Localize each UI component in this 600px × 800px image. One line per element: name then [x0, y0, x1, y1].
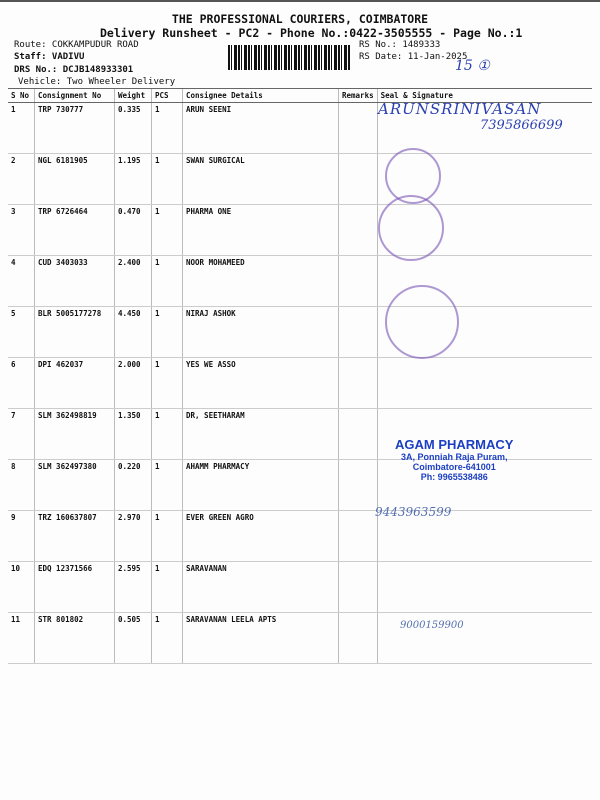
cell-consignee: NIRAJ ASHOK: [183, 307, 339, 358]
handwritten-note: 15 ①: [455, 58, 490, 74]
cell-remarks: [339, 511, 378, 562]
cell-consignment-no: EDQ 12371566: [35, 562, 115, 613]
cell-pcs: 1: [152, 562, 183, 613]
cell-consignee: PHARMA ONE: [183, 205, 339, 256]
cell-pcs: 1: [152, 511, 183, 562]
runsheet-table: [8, 88, 592, 664]
cell-sno: 5: [8, 307, 35, 358]
col-pcs: PCS: [152, 89, 183, 103]
cell-sno: 2: [8, 154, 35, 205]
cell-sno: 7: [8, 409, 35, 460]
table-row: [8, 613, 592, 664]
seal-stamp-3: [378, 195, 444, 261]
table-row: [8, 511, 592, 562]
cell-consignment-no: TRZ 160637807: [35, 511, 115, 562]
cell-sno: 4: [8, 256, 35, 307]
cell-pcs: 1: [152, 256, 183, 307]
signature-11: 9000159900: [400, 620, 464, 631]
col-consignee: Consignee Details: [183, 89, 339, 103]
cell-consignee: SARAVANAN LEELA APTS: [183, 613, 339, 664]
cell-weight: 4.450: [115, 307, 152, 358]
cell-remarks: [339, 103, 378, 154]
signature-9: 9443963599: [375, 505, 452, 519]
rs-date: RS Date: 11-Jan-2025: [359, 52, 468, 62]
col-weight: Weight: [115, 89, 152, 103]
table-row: [8, 562, 592, 613]
stamp-address-2: Coimbatore-641001: [412, 462, 496, 472]
rs-no: RS No.: 1489333: [359, 40, 441, 50]
cell-weight: 2.970: [115, 511, 152, 562]
stamp-address-1: 3A, Ponniah Raja Puram,: [400, 452, 508, 462]
cell-consignment-no: BLR 5005177278: [35, 307, 115, 358]
cell-weight: 1.350: [115, 409, 152, 460]
cell-consignee: NOOR MOHAMEED: [183, 256, 339, 307]
stamp-phone: Ph: 9965538486: [420, 472, 488, 482]
cell-sno: 8: [8, 460, 35, 511]
cell-remarks: [339, 358, 378, 409]
cell-remarks: [339, 154, 378, 205]
cell-consignment-no: TRP 6726464: [35, 205, 115, 256]
cell-weight: 2.400: [115, 256, 152, 307]
cell-consignment-no: STR 801802: [35, 613, 115, 664]
cell-consignment-no: CUD 3403033: [35, 256, 115, 307]
cell-weight: 1.195: [115, 154, 152, 205]
cell-remarks: [339, 460, 378, 511]
col-seal: Seal & Signature: [377, 89, 592, 103]
cell-seal-signature: [377, 562, 592, 613]
table-row: [8, 154, 592, 205]
barcode: [228, 45, 350, 70]
cell-remarks: [339, 256, 378, 307]
seal-stamp-5: [385, 285, 459, 359]
cell-remarks: [339, 613, 378, 664]
cell-consignment-no: TRP 730777: [35, 103, 115, 154]
route: Route: COKKAMPUDUR ROAD: [14, 40, 139, 50]
col-sno: S No: [8, 89, 35, 103]
cell-pcs: 1: [152, 205, 183, 256]
cell-weight: 2.000: [115, 358, 152, 409]
cell-pcs: 1: [152, 307, 183, 358]
cell-remarks: [339, 409, 378, 460]
table-row: [8, 358, 592, 409]
cell-pcs: 1: [152, 613, 183, 664]
cell-consignment-no: DPI 462037: [35, 358, 115, 409]
cell-sno: 1: [8, 103, 35, 154]
table-row: [8, 307, 592, 358]
cell-consignment-no: NGL 6181905: [35, 154, 115, 205]
cell-consignee: DR, SEETHARAM: [183, 409, 339, 460]
signature-1-name: ARUNSRINIVASAN: [378, 100, 542, 118]
cell-consignment-no: SLM 362497380: [35, 460, 115, 511]
stamp-name: AGAM PHARMACY: [395, 437, 514, 452]
cell-pcs: 1: [152, 358, 183, 409]
cell-pcs: 1: [152, 460, 183, 511]
cell-consignee: EVER GREEN AGRO: [183, 511, 339, 562]
drs-no: DRS No.: DCJB148933301: [14, 65, 134, 75]
cell-pcs: 1: [152, 154, 183, 205]
cell-sno: 3: [8, 205, 35, 256]
cell-consignee: AHAMM PHARMACY: [183, 460, 339, 511]
table-row: [8, 205, 592, 256]
cell-weight: 2.595: [115, 562, 152, 613]
cell-remarks: [339, 307, 378, 358]
col-remarks: Remarks: [339, 89, 378, 103]
agam-pharmacy-stamp: [395, 437, 513, 482]
col-consignment: Consignment No: [35, 89, 115, 103]
cell-remarks: [339, 205, 378, 256]
cell-consignee: SWAN SURGICAL: [183, 154, 339, 205]
cell-seal-signature: [377, 358, 592, 409]
cell-consignee: ARUN SEENI: [183, 103, 339, 154]
cell-weight: 0.470: [115, 205, 152, 256]
company-title: THE PROFESSIONAL COURIERS, COIMBATORE: [171, 12, 429, 26]
cell-sno: 6: [8, 358, 35, 409]
vehicle: Vehicle: Two Wheeler Delivery: [18, 77, 176, 87]
cell-sno: 10: [8, 562, 35, 613]
cell-consignee: YES WE ASSO: [183, 358, 339, 409]
cell-sno: 9: [8, 511, 35, 562]
cell-weight: 0.335: [115, 103, 152, 154]
runsheet-subtitle: Delivery Runsheet - PC2 - Phone No.:0422-3505555 - Page No.:1: [100, 26, 523, 40]
signature-1-phone: 7395866699: [480, 118, 563, 133]
cell-remarks: [339, 562, 378, 613]
scan-edge: [0, 0, 600, 2]
staff: Staff: VADIVU: [14, 52, 85, 62]
cell-weight: 0.505: [115, 613, 152, 664]
table-row: [8, 256, 592, 307]
cell-pcs: 1: [152, 103, 183, 154]
cell-weight: 0.220: [115, 460, 152, 511]
cell-consignee: SARAVANAN: [183, 562, 339, 613]
cell-pcs: 1: [152, 409, 183, 460]
cell-sno: 11: [8, 613, 35, 664]
cell-consignment-no: SLM 362498819: [35, 409, 115, 460]
